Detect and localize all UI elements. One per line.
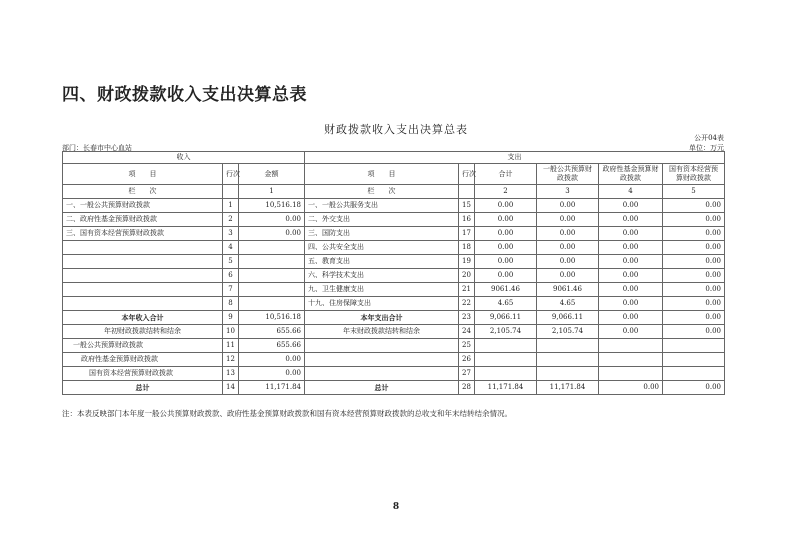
cell-in-amt	[239, 255, 305, 269]
cell-general: 9,066.11	[537, 311, 599, 325]
cell-in-item: 三、国有资本经营预算财政拨款	[63, 227, 223, 241]
cell-total: 0.00	[475, 255, 537, 269]
cell-general: 4.65	[537, 297, 599, 311]
cell-in-line: 10	[223, 325, 239, 339]
cell-in-line: 7	[223, 283, 239, 297]
cell-ex-item: 总计	[305, 381, 459, 395]
cell-ex-item: 年末财政拨款结转和结余	[305, 325, 459, 339]
cell-ex-line: 21	[459, 283, 475, 297]
cell-ex-line: 26	[459, 353, 475, 367]
cell-state: 0.00	[663, 213, 725, 227]
income-group-header: 收入	[63, 152, 305, 164]
page-number: 8	[392, 502, 400, 512]
cell-ex-line: 28	[459, 381, 475, 395]
cell-fund	[599, 367, 663, 381]
cell-general: 11,171.84	[537, 381, 599, 395]
cell-state: 0.00	[663, 241, 725, 255]
cell-state: 0.00	[663, 269, 725, 283]
cell-general: 0.00	[537, 269, 599, 283]
cell-ex-line: 25	[459, 339, 475, 353]
cell-in-amt	[239, 241, 305, 255]
cell-in-item: 一般公共预算财政拨款	[63, 339, 223, 353]
col-header-total: 合计	[475, 164, 537, 185]
form-code: 公开04表	[694, 134, 724, 142]
cell-in-amt	[239, 283, 305, 297]
cell-in-item	[63, 297, 223, 311]
cell-state	[663, 367, 725, 381]
footnote: 注：本表反映部门本年度一般公共预算财政拨款、政府性基金预算财政拨款和国有资本经营预算财政拨款的总收支和年末结转结余情况。	[62, 409, 512, 418]
col-no-5: 5	[663, 185, 725, 199]
table-row	[63, 353, 725, 367]
cell-ex-item: 五、教育支出	[305, 255, 459, 269]
cell-in-amt	[239, 297, 305, 311]
cell-fund	[599, 339, 663, 353]
col-header-amount: 金额	[239, 164, 305, 185]
cell-general: 0.00	[537, 255, 599, 269]
col-no-label-expense: 栏 次	[305, 185, 459, 199]
cell-ex-item: 一、一般公共服务支出	[305, 199, 459, 213]
table-row	[63, 199, 725, 213]
table-row-grand-total	[63, 381, 725, 395]
cell-in-amt: 10,516.18	[239, 311, 305, 325]
expense-group-header: 支出	[305, 152, 725, 164]
cell-fund: 0.00	[599, 381, 663, 395]
cell-in-item	[63, 255, 223, 269]
table-row	[63, 311, 725, 325]
col-header-income-item: 项 目	[63, 164, 223, 185]
cell-total: 9,066.11	[475, 311, 537, 325]
cell-in-line: 1	[223, 199, 239, 213]
cell-total: 0.00	[475, 227, 537, 241]
cell-ex-item: 六、科学技术支出	[305, 269, 459, 283]
cell-fund: 0.00	[599, 213, 663, 227]
cell-in-line: 13	[223, 367, 239, 381]
cell-general: 9061.46	[537, 283, 599, 297]
col-no-label-income: 栏 次	[63, 185, 223, 199]
cell-in-item	[63, 283, 223, 297]
cell-in-amt: 10,516.18	[239, 199, 305, 213]
col-no-1: 1	[239, 185, 305, 199]
cell-in-item: 二、政府性基金预算财政拨款	[63, 213, 223, 227]
table-row	[63, 339, 725, 353]
cell-ex-item: 三、国防支出	[305, 227, 459, 241]
cell-fund: 0.00	[599, 255, 663, 269]
cell-state: 0.00	[663, 283, 725, 297]
cell-in-line: 6	[223, 269, 239, 283]
cell-in-item	[63, 241, 223, 255]
cell-in-line: 12	[223, 353, 239, 367]
cell-ex-line: 19	[459, 255, 475, 269]
cell-in-line: 4	[223, 241, 239, 255]
cell-total: 0.00	[475, 213, 537, 227]
col-header-income-line: 行次	[223, 164, 239, 185]
cell-in-item	[63, 269, 223, 283]
cell-fund: 0.00	[599, 311, 663, 325]
cell-fund: 0.00	[599, 325, 663, 339]
cell-total	[475, 353, 537, 367]
cell-fund: 0.00	[599, 297, 663, 311]
cell-fund: 0.00	[599, 241, 663, 255]
unit-label: 单位：万元	[689, 144, 724, 152]
cell-total: 0.00	[475, 269, 537, 283]
cell-ex-item: 十九、住房保障支出	[305, 297, 459, 311]
cell-total	[475, 339, 537, 353]
col-no-3: 3	[537, 185, 599, 199]
table-row	[63, 367, 725, 381]
cell-in-item: 一、一般公共预算财政拨款	[63, 199, 223, 213]
cell-in-item: 国有资本经营预算财政拨款	[63, 367, 223, 381]
cell-in-item: 总计	[63, 381, 223, 395]
cell-general: 0.00	[537, 213, 599, 227]
cell-general: 0.00	[537, 199, 599, 213]
cell-ex-line: 27	[459, 367, 475, 381]
cell-in-amt: 655.66	[239, 339, 305, 353]
col-header-expense-item: 项 目	[305, 164, 459, 185]
cell-in-line: 5	[223, 255, 239, 269]
cell-state: 0.00	[663, 227, 725, 241]
cell-in-amt: 11,171.84	[239, 381, 305, 395]
cell-ex-item: 九、卫生健康支出	[305, 283, 459, 297]
cell-fund	[599, 353, 663, 367]
cell-total: 11,171.84	[475, 381, 537, 395]
table-row	[63, 213, 725, 227]
cell-total: 9061.46	[475, 283, 537, 297]
cell-ex-item	[305, 339, 459, 353]
cell-in-line: 14	[223, 381, 239, 395]
cell-total	[475, 367, 537, 381]
cell-in-line: 8	[223, 297, 239, 311]
cell-general: 0.00	[537, 241, 599, 255]
table-row	[63, 283, 725, 297]
cell-ex-item: 四、公共安全支出	[305, 241, 459, 255]
cell-ex-line: 20	[459, 269, 475, 283]
col-no-2: 2	[475, 185, 537, 199]
cell-in-item: 政府性基金预算财政拨款	[63, 353, 223, 367]
cell-ex-item: 二、外交支出	[305, 213, 459, 227]
section-heading: 四、财政拨款收入支出决算总表	[62, 85, 307, 105]
cell-ex-item	[305, 353, 459, 367]
fiscal-table	[62, 151, 725, 395]
cell-in-item: 年初财政拨款结转和结余	[63, 325, 223, 339]
cell-state: 0.00	[663, 381, 725, 395]
cell-in-amt: 0.00	[239, 367, 305, 381]
cell-fund: 0.00	[599, 283, 663, 297]
cell-ex-line: 16	[459, 213, 475, 227]
cell-in-item: 本年收入合计	[63, 311, 223, 325]
cell-state: 0.00	[663, 199, 725, 213]
table-row	[63, 255, 725, 269]
table-title: 财政拨款收入支出决算总表	[324, 123, 468, 136]
cell-total: 4.65	[475, 297, 537, 311]
table-row	[63, 241, 725, 255]
cell-in-line: 9	[223, 311, 239, 325]
cell-in-amt	[239, 269, 305, 283]
col-no-4: 4	[599, 185, 663, 199]
table-row	[63, 297, 725, 311]
cell-total: 0.00	[475, 199, 537, 213]
col-header-state: 国有资本经营预算财政拨款	[663, 164, 725, 185]
department-label: 部门：长春市中心血站	[62, 144, 132, 152]
cell-ex-line: 23	[459, 311, 475, 325]
cell-ex-line: 22	[459, 297, 475, 311]
cell-ex-line: 18	[459, 241, 475, 255]
cell-total: 2,105.74	[475, 325, 537, 339]
cell-ex-line: 15	[459, 199, 475, 213]
cell-general	[537, 339, 599, 353]
cell-general: 0.00	[537, 227, 599, 241]
cell-ex-item	[305, 367, 459, 381]
cell-in-amt: 0.00	[239, 353, 305, 367]
cell-fund: 0.00	[599, 269, 663, 283]
table-row	[63, 227, 725, 241]
table-row	[63, 269, 725, 283]
col-no-empty	[223, 185, 239, 199]
cell-in-amt: 655.66	[239, 325, 305, 339]
cell-state: 0.00	[663, 255, 725, 269]
cell-general	[537, 353, 599, 367]
cell-total: 0.00	[475, 241, 537, 255]
col-header-fund: 政府性基金预算财政拨款	[599, 164, 663, 185]
cell-ex-line: 17	[459, 227, 475, 241]
cell-general: 2,105.74	[537, 325, 599, 339]
cell-fund: 0.00	[599, 199, 663, 213]
cell-in-line: 3	[223, 227, 239, 241]
cell-ex-item: 本年支出合计	[305, 311, 459, 325]
cell-fund: 0.00	[599, 227, 663, 241]
cell-in-line: 2	[223, 213, 239, 227]
cell-state: 0.00	[663, 311, 725, 325]
cell-in-line: 11	[223, 339, 239, 353]
cell-ex-line: 24	[459, 325, 475, 339]
cell-state	[663, 339, 725, 353]
cell-state: 0.00	[663, 297, 725, 311]
cell-general	[537, 367, 599, 381]
cell-state: 0.00	[663, 325, 725, 339]
cell-in-amt: 0.00	[239, 227, 305, 241]
col-header-expense-line: 行次	[459, 164, 475, 185]
cell-in-amt: 0.00	[239, 213, 305, 227]
cell-state	[663, 353, 725, 367]
table-row	[63, 325, 725, 339]
col-no-empty	[459, 185, 475, 199]
col-header-general: 一般公共预算财政拨款	[537, 164, 599, 185]
